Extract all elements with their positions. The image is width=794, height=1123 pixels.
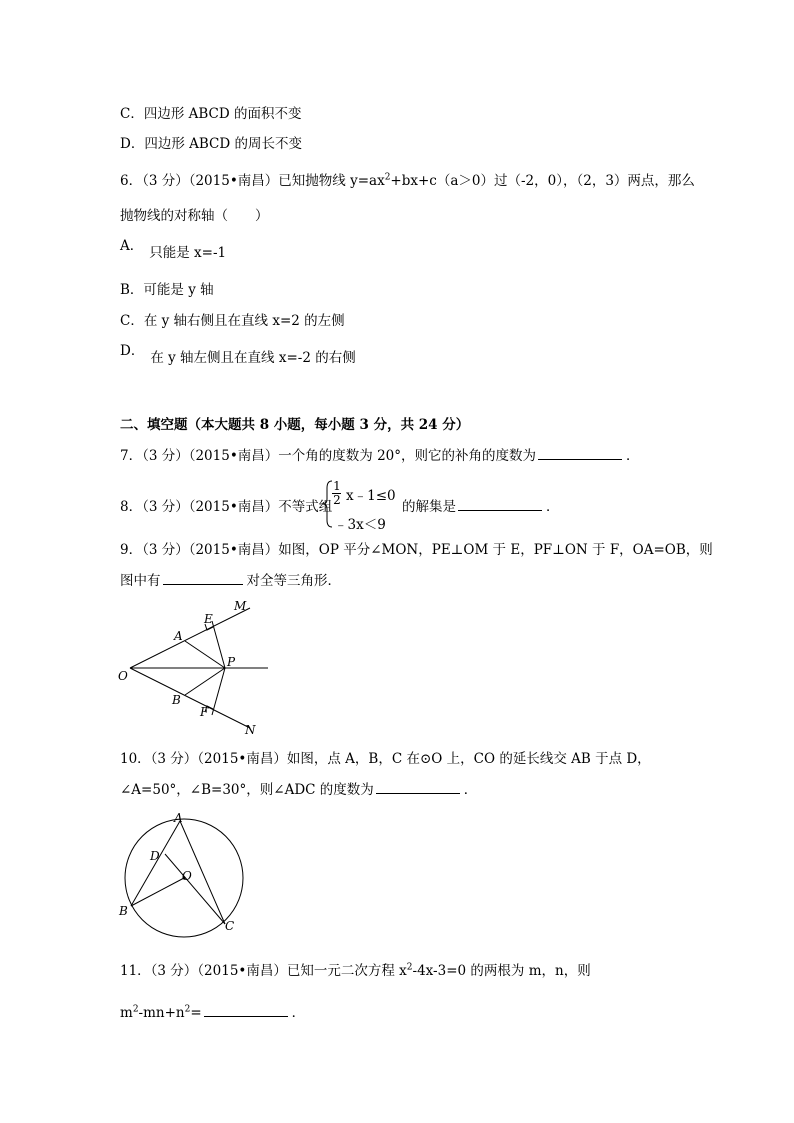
q6-stem-b: +bx+c（a＞0）过（-2，0），（2，3）两点，那么 [390,173,695,189]
section2-title: 二、填空题（本大题共 8 小题，每小题 3 分，共 24 分） [120,417,470,433]
fig10-label-a: A [174,811,183,825]
q9-answer-blank[interactable] [163,572,243,585]
q6-stem-a: 6．（3 分）（2015•南昌）已知抛物线 y=ax [120,173,385,189]
q8-answer-blank[interactable] [458,498,542,511]
fig10-label-d: D [150,849,160,863]
q6-option-a-text: 只能是 x=-1 [149,245,227,261]
q7-text: 7．（3 分）（2015•南昌）一个角的度数为 20°，则它的补角的度数为 [120,448,537,464]
q6-option-d-label: D． [120,343,145,359]
q10-line2-a: ∠A=50°，∠B=30°，则∠ADC 的度数为 [120,782,374,798]
q8-after-text: 的解集是 [402,499,456,515]
q10-figure [112,810,257,945]
q8-fraction [332,480,342,507]
q8-ineq1: x﹣1≤0 [346,488,396,504]
q10-answer-blank[interactable] [376,781,460,794]
q6-option-d [120,343,356,367]
q11-stem-b: -4x-3=0 的两根为 m，n，则 [412,963,591,979]
fig9-label-m: M [234,599,247,613]
q9-line1: 9．（3 分）（2015•南昌）如图，OP 平分∠MON，PE⊥OM 于 E，PF⊥ON 于 F，OA=OB，则 [120,542,713,558]
fig9-label-a: A [174,629,183,643]
q6-stem-line2: 抛物线的对称轴（ ） [120,208,269,224]
q11-line1 [120,962,591,980]
q11-answer-blank[interactable] [204,1004,288,1017]
q11-line2-b: -mn+n [138,1005,185,1021]
fig9-label-f: F [200,705,209,719]
q11-line2-c: = [190,1005,202,1021]
q6-option-a [120,238,227,262]
fig10-label-c: C [225,919,235,933]
fig10-label-b: B [119,904,128,918]
fig9-label-e: E [204,612,213,626]
q8-text: 8．（3 分）（2015•南昌）不等式组 [120,499,333,515]
q7-end: ． [626,448,640,464]
q6-option-a-label: A． [120,238,144,254]
fig9-label-o: O [118,669,128,683]
q11-line2-a: m [120,1005,133,1021]
q11-end: ． [291,1005,306,1021]
q7-answer-blank[interactable] [538,447,622,460]
q11-line2-sup2: 2 [184,1004,191,1015]
fig10-label-o: O [182,869,192,883]
q6-option-c: C．在 y 轴右侧且在直线 x=2 的左侧 [120,313,345,329]
q10-end: ． [463,782,478,798]
q11-line2 [120,1004,305,1022]
q9-line2-a: 图中有 [120,573,161,589]
q11-line2-sup1: 2 [132,1004,139,1015]
q6-option-d-text: 在 y 轴左侧且在直线 x=-2 的右侧 [150,350,356,366]
q8-frac-numerator: 1 [333,479,341,493]
q10-line2 [120,781,477,799]
q6-option-b: B．可能是 y 轴 [120,282,214,298]
q6-sup: 2 [384,172,391,183]
fig9-label-n: N [245,723,256,737]
q8-frac-denominator: 2 [333,493,341,507]
q9-line2 [120,572,341,590]
q11-sup: 2 [406,962,413,973]
q9-figure [112,598,282,740]
option-c-previous: C．四边形 ABCD 的面积不变 [120,106,302,122]
option-d-previous: D．四边形 ABCD 的周长不变 [120,136,302,152]
fig9-label-b: B [172,693,181,707]
q7 [120,447,640,465]
fig9-label-p: P [227,655,236,669]
q11-stem-a: 11．（3 分）（2015•南昌）已知一元二次方程 x [120,963,407,979]
q8-after [402,495,560,515]
q9-line2-b: 对全等三角形． [246,573,341,589]
q10-line1: 10．（3 分）（2015•南昌）如图，点 A，B，C 在⊙O 上，CO 的延长线交 AB 于点 D， [120,751,651,767]
q8-end: ． [546,499,560,515]
q6-stem-line1 [120,172,695,190]
q8-ineq2: ﹣3x＜9 [334,517,386,533]
